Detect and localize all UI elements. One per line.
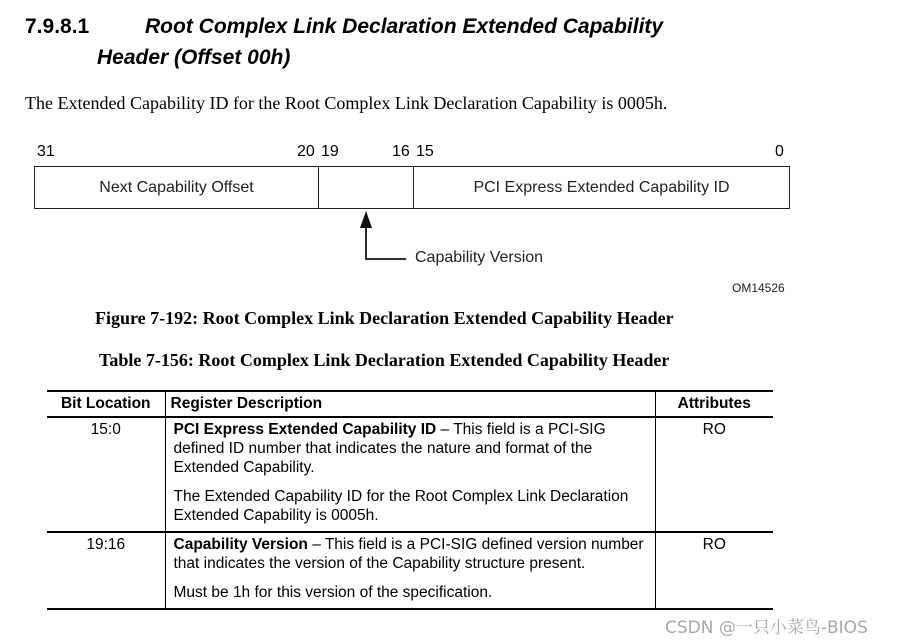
bit-label-0: 0 — [775, 143, 784, 160]
bit-label-19: 19 — [321, 143, 339, 160]
field-next-capability-offset: Next Capability Offset — [35, 167, 319, 208]
cell-attributes: RO — [655, 417, 773, 532]
cell-register-description — [165, 417, 655, 532]
field-term: PCI Express Extended Capability ID — [173, 421, 437, 438]
cell-bit-location: 19:16 — [47, 532, 165, 609]
header-attributes: Attributes — [655, 391, 773, 417]
header-register-description: Register Description — [165, 391, 655, 417]
capability-version-callout: Capability Version — [415, 249, 544, 266]
bit-label-16: 16 — [392, 143, 410, 160]
field-description: – This field is a PCI-SIG defined version number that indicates the version of the Capability structure present. — [173, 536, 644, 572]
bit-label-31: 31 — [37, 143, 55, 160]
section-title: Root Complex Link Declaration Extended Capability — [145, 15, 664, 38]
field-description-note: The Extended Capability ID for the Root Complex Link Declaration Extended Capability is 0005h. — [173, 488, 629, 524]
bit-label-15: 15 — [416, 143, 434, 160]
figure-caption: Figure 7-192: Root Complex Link Declaration Extended Capability Header — [95, 308, 674, 328]
cell-attributes: RO — [655, 532, 773, 609]
cell-register-description — [165, 532, 655, 609]
field-description: – This field is a PCI-SIG defined ID number that indicates the nature and format of the Extended Capability. — [173, 421, 606, 476]
section-number: 7.9.8.1 — [25, 15, 90, 38]
section-title-continued: Header (Offset 00h) — [97, 46, 291, 69]
header-bit-location: Bit Location — [47, 391, 165, 417]
field-term: Capability Version — [173, 536, 308, 553]
figure-id: OM14526 — [732, 281, 785, 295]
bit-label-20: 20 — [297, 143, 315, 160]
watermark: CSDN @一只小菜鸟-BIOS — [665, 618, 868, 638]
table-row — [47, 417, 773, 532]
cell-bit-location: 15:0 — [47, 417, 165, 532]
table-caption: Table 7-156: Root Complex Link Declaration Extended Capability Header — [99, 350, 670, 370]
field-description-note: Must be 1h for this version of the specification. — [173, 584, 493, 601]
register-table — [47, 390, 773, 610]
field-extended-capability-id: PCI Express Extended Capability ID — [473, 178, 730, 196]
intro-paragraph: The Extended Capability ID for the Root Complex Link Declaration Capability is 0005h. — [25, 93, 668, 113]
table-header-row — [47, 391, 773, 417]
table-row — [47, 532, 773, 609]
